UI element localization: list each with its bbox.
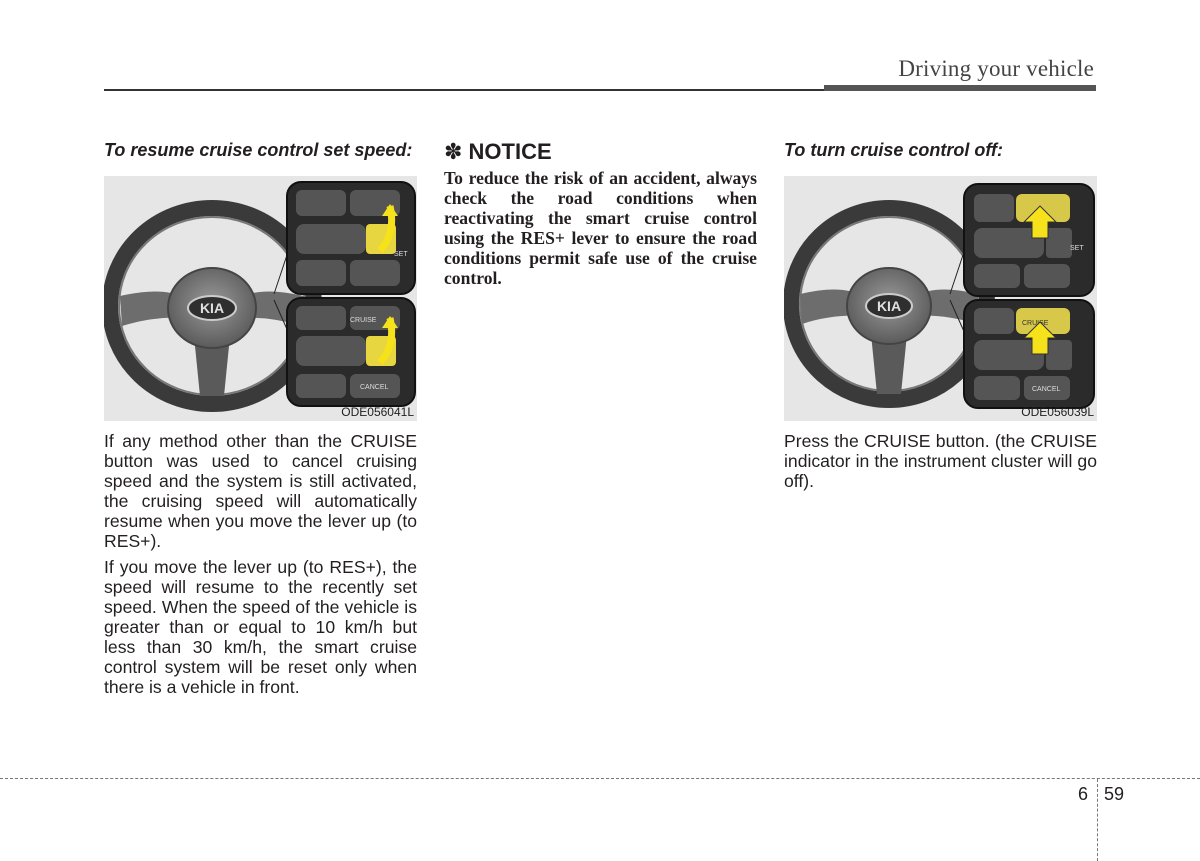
left-column	[104, 140, 417, 697]
kia-logo-text: KIA	[876, 298, 902, 314]
callout-top	[964, 184, 1094, 296]
notice-text: To reduce the risk of an accident, always check the road conditions when reactivating the smart cruise control using the RES+ lever to ensure the road conditions permit safe use of the cruise control.	[444, 168, 757, 288]
right-subheading: To turn cruise control off:	[784, 140, 1003, 160]
footer-divider	[0, 778, 1200, 779]
header-rule-thick	[824, 85, 1096, 91]
header-rule-thin	[104, 89, 824, 91]
cruise-label: CRUISE	[350, 317, 377, 324]
right-paragraph-1: Press the CRUISE button. (the CRUISE indicator in the instrument cluster will go off).	[784, 431, 1097, 491]
page-number: 59	[1104, 784, 1125, 804]
chapter-number: 6	[1078, 784, 1089, 804]
cruise-label: CRUISE	[1022, 320, 1049, 327]
figure-caption: ODE056041L	[341, 405, 414, 419]
callout-bottom	[287, 298, 415, 406]
steering-wheel-illustration	[784, 176, 1097, 421]
steering-wheel-figure-resume	[104, 176, 417, 421]
left-paragraph-1: If any method other than the CRUISE button was used to cancel cruising speed and the system is still activated, the cruising speed will automatically resume when you move the lever up (to RES+).	[104, 431, 417, 551]
cancel-label: CANCEL	[1032, 386, 1061, 393]
steering-wheel-figure-off	[784, 176, 1097, 421]
notice-title: ✽ NOTICE	[444, 139, 552, 164]
set-label: SET	[394, 251, 408, 258]
right-column	[784, 140, 1097, 491]
cancel-label: CANCEL	[360, 384, 389, 391]
steering-wheel-illustration	[104, 176, 417, 421]
left-subheading: To resume cruise control set speed:	[104, 140, 413, 160]
callout-top	[287, 182, 415, 294]
header-title: Driving your vehicle	[898, 56, 1094, 81]
footer-vertical-divider	[1097, 779, 1098, 861]
set-label: SET	[1070, 245, 1084, 252]
callout-bottom	[964, 300, 1094, 408]
middle-column	[444, 140, 757, 288]
left-paragraph-2: If you move the lever up (to RES+), the speed will resume to the recently set speed. When the speed of the vehicle is greater than or equal to 10 km/h but less than 30 km/h, the smart cruise control system will be reset only when there is a vehicle in front.	[104, 557, 417, 697]
kia-logo-text: KIA	[199, 300, 225, 316]
figure-caption: ODE056039L	[1021, 405, 1094, 419]
